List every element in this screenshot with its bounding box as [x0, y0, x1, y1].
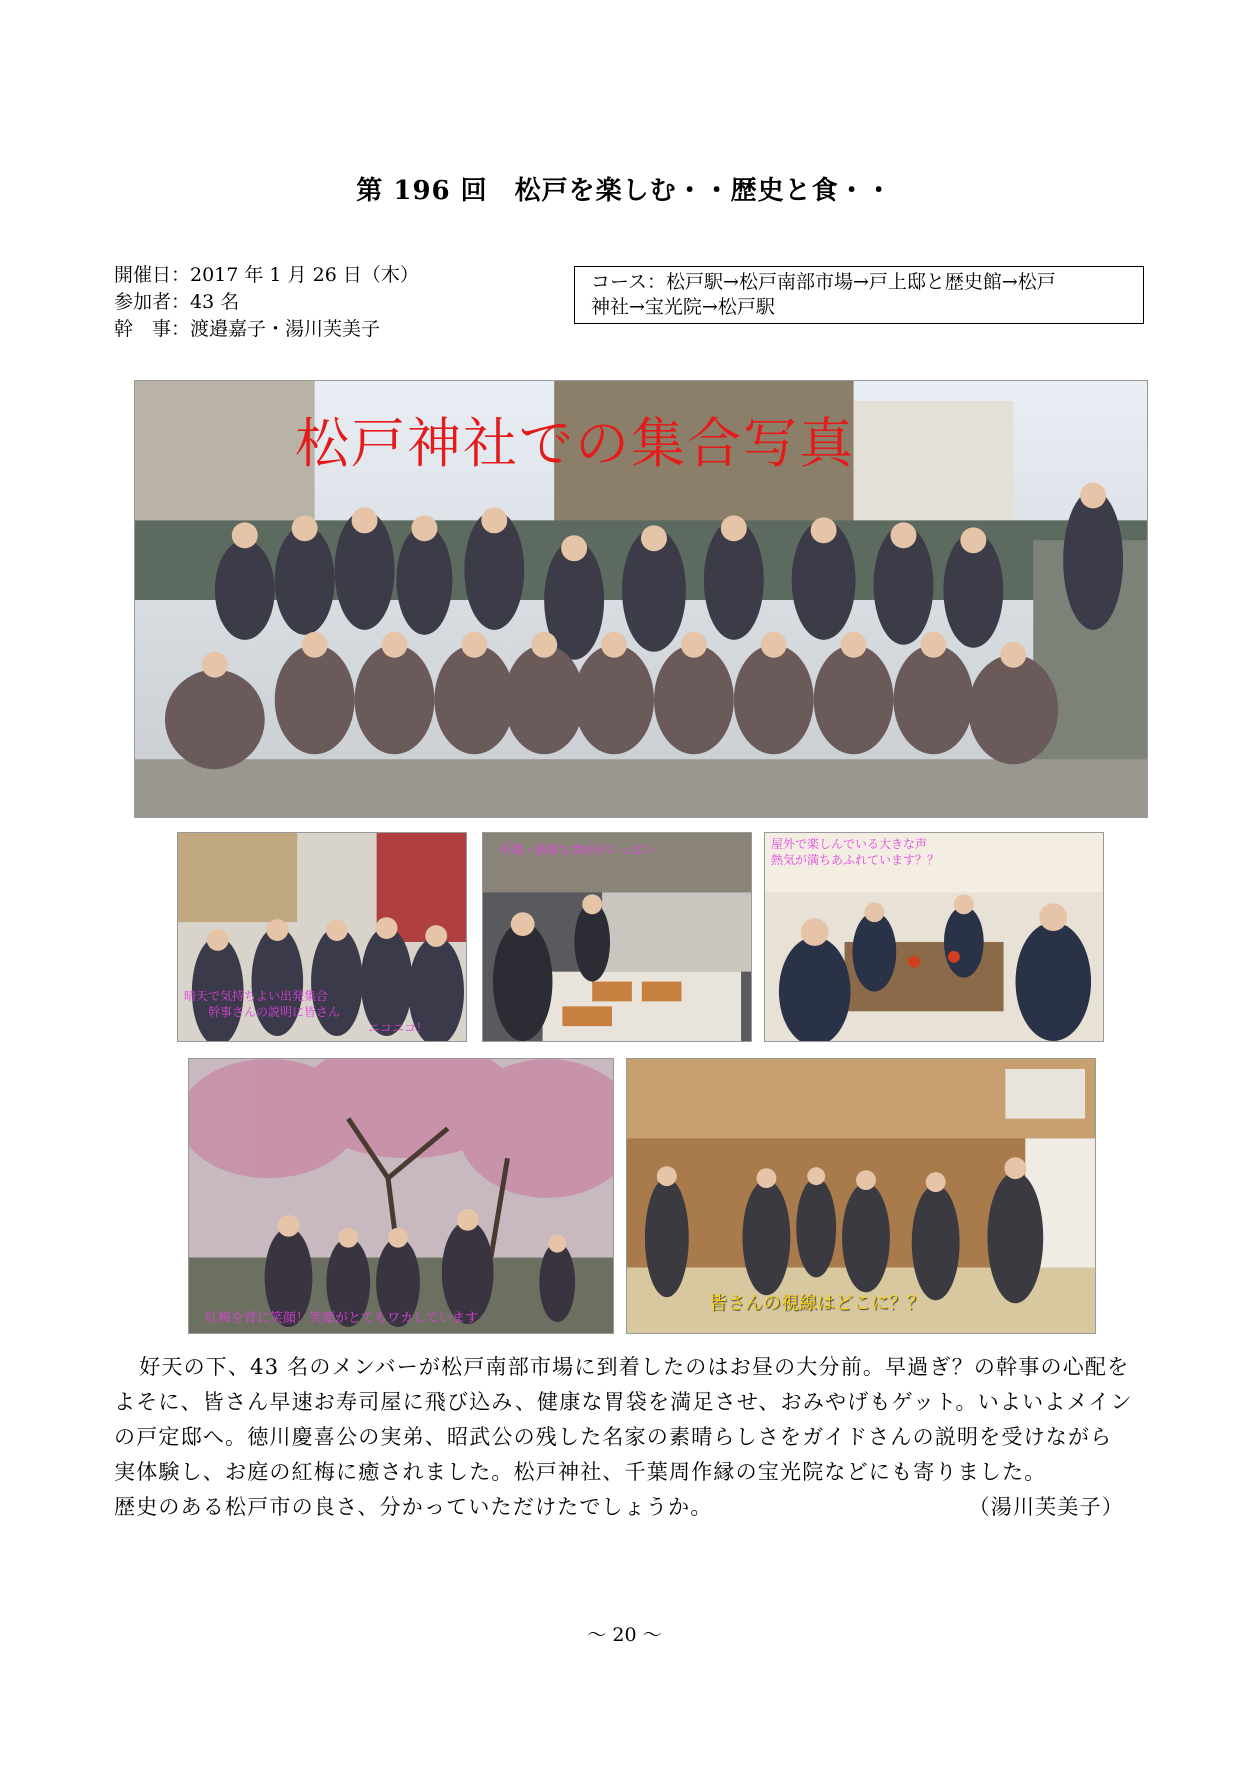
report-body — [114, 1350, 1134, 1525]
photo-plum-garden-caption: 紅梅を背に笑顔！笑顔がとてもワカしています — [205, 1311, 479, 1326]
event-meta — [114, 262, 419, 343]
photo-market-caption: 市場・新鮮な食材がいっぱい — [499, 843, 656, 857]
photo-dining-caption-a: 屋外で楽しんでいる大きな声 — [771, 837, 928, 851]
photo-plum-garden-image — [189, 1059, 613, 1333]
photo-station — [177, 832, 467, 1042]
photo-station-caption-b: 幹事さんの説明に皆さん — [208, 1005, 341, 1019]
course-line-2: 神社→宝光院→松戸駅 — [591, 296, 775, 318]
event-date: 開催日：2017 年 1 月 26 日（木） — [114, 264, 419, 286]
photo-station-caption-a: 晴天で気持ちよい出発集合 — [184, 989, 329, 1003]
page-number: ～ 20 ～ — [587, 1624, 662, 1646]
photo-dining — [764, 832, 1104, 1042]
photo-market-image — [483, 833, 751, 1041]
photo-station-caption-c: ニコニコ！ — [368, 1021, 429, 1035]
report-paragraph-2: 歴史のある松戸市の良さ、分かっていただけたでしょうか。 — [114, 1495, 713, 1519]
event-organizers: 幹 事：渡邉嘉子・湯川芙美子 — [114, 318, 381, 340]
group-photo — [134, 380, 1148, 818]
report-author: （湯川芙美子） — [968, 1495, 1124, 1519]
photo-market — [482, 832, 752, 1042]
course-line-1: コース：松戸駅→松戸南部市場→戸上邸と歴史館→松戸 — [591, 271, 1056, 293]
report-signoff — [114, 1490, 1134, 1525]
report-paragraph-1: 好天の下、43 名のメンバーが松戸南部市場に到着したのはお昼の大分前。早過ぎ？の幹事の心配をよそに、皆さん早速お寿司屋に飛び込み、健康な胃袋を満足させ、おみやげもゲット。いよいよメインの戸定邸へ。徳川慶喜公の実弟、昭武公の残した名家の素晴らしさをガイドさんの説明を受けながら実体験し、お庭の紅梅に癒されました。松戸神社、千葉周作縁の宝光院などにも寄りました。 — [114, 1355, 1133, 1484]
course-box — [574, 266, 1144, 324]
event-participants: 参加者：43 名 — [114, 291, 240, 313]
photo-dining-caption-b: 熱気が満ちあふれています？？ — [771, 853, 940, 867]
group-photo-caption: 松戸神社での集合写真 — [295, 412, 855, 475]
photo-plum-garden — [188, 1058, 614, 1334]
page-title: 第 196 回 松戸を楽しむ・・歴史と食・・ — [356, 176, 893, 206]
photo-house-interior — [626, 1058, 1096, 1334]
photo-house-interior-caption: 皆さんの視線はどこに？？ — [709, 1293, 925, 1314]
